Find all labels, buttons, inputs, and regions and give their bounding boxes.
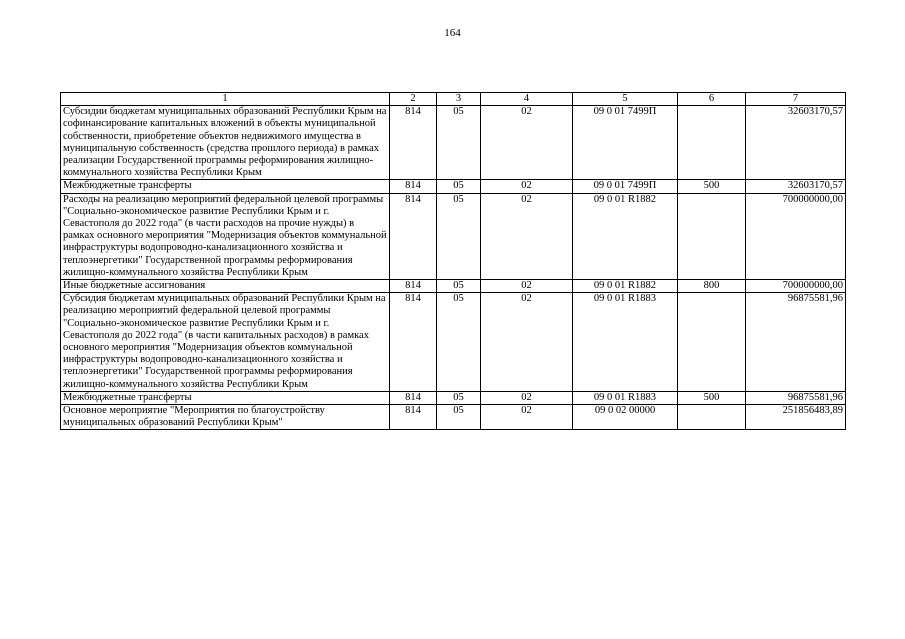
row-expense-type: 500 (678, 180, 746, 193)
column-header: 3 (437, 93, 481, 106)
table-row (61, 193, 846, 279)
row-subsection: 02 (481, 293, 573, 392)
row-section: 05 (437, 106, 481, 180)
column-header: 4 (481, 93, 573, 106)
row-name: Иные бюджетные ассигнования (61, 280, 390, 293)
row-subsection: 02 (481, 391, 573, 404)
row-subsection: 02 (481, 193, 573, 279)
row-target-article: 09 0 01 R1883 (573, 391, 678, 404)
column-header: 7 (746, 93, 846, 106)
row-target-article: 09 0 01 R1883 (573, 293, 678, 392)
row-expense-type: 800 (678, 280, 746, 293)
column-header: 2 (390, 93, 437, 106)
row-amount: 700000000,00 (746, 193, 846, 279)
row-subsection: 02 (481, 106, 573, 180)
row-grbs: 814 (390, 193, 437, 279)
row-name: Расходы на реализацию мероприятий федеральной целевой программы "Социально-экономическое развитие Республики Крым и г. Севастополя до 2022 года" (в части расходов на прочие нужды) в рамках основного мероприятия "Модернизация объектов коммунальной инфраструктуры водопроводно-канализационного хозяйства и теплоэнергетики" Государственной программы реформирования жилищно-коммунального хозяйства Республики Крым (61, 193, 390, 279)
row-section: 05 (437, 280, 481, 293)
row-amount: 251856483,89 (746, 405, 846, 430)
row-name: Субсидия бюджетам муниципальных образований Республики Крым на реализацию мероприятий федеральной целевой программы "Социально-экономическое развитие Республики Крым и г. Севастополя до 2022 года" (в части капитальных расходов) в рамках основного мероприятия "Модернизация объектов коммунальной инфраструктуры водопроводно-канализационного хозяйства и теплоэнергетики" Государственной программы реформирования жилищно-коммунального хозяйства Республики Крым (61, 293, 390, 392)
page-number: 164 (444, 27, 461, 39)
row-section: 05 (437, 193, 481, 279)
row-grbs: 814 (390, 180, 437, 193)
table-row (61, 280, 846, 293)
table-row (61, 293, 846, 392)
row-section: 05 (437, 293, 481, 392)
row-amount: 32603170,57 (746, 106, 846, 180)
column-header: 6 (678, 93, 746, 106)
budget-table (60, 92, 846, 430)
row-name: Межбюджетные трансферты (61, 180, 390, 193)
row-expense-type (678, 293, 746, 392)
row-name: Основное мероприятие "Мероприятия по благоустройству муниципальных образований Республики Крым" (61, 405, 390, 430)
row-expense-type: 500 (678, 391, 746, 404)
table-header-row (61, 93, 846, 106)
row-grbs: 814 (390, 391, 437, 404)
row-expense-type (678, 405, 746, 430)
row-target-article: 09 0 01 7499П (573, 106, 678, 180)
row-grbs: 814 (390, 106, 437, 180)
row-amount: 32603170,57 (746, 180, 846, 193)
row-target-article: 09 0 01 7499П (573, 180, 678, 193)
row-expense-type (678, 193, 746, 279)
row-section: 05 (437, 180, 481, 193)
table-row (61, 180, 846, 193)
row-section: 05 (437, 391, 481, 404)
row-grbs: 814 (390, 280, 437, 293)
row-subsection: 02 (481, 280, 573, 293)
row-target-article: 09 0 02 00000 (573, 405, 678, 430)
row-amount: 700000000,00 (746, 280, 846, 293)
row-subsection: 02 (481, 405, 573, 430)
row-expense-type (678, 106, 746, 180)
table-row (61, 391, 846, 404)
row-amount: 96875581,96 (746, 293, 846, 392)
column-header: 5 (573, 93, 678, 106)
row-target-article: 09 0 01 R1882 (573, 193, 678, 279)
table-row (61, 106, 846, 180)
row-grbs: 814 (390, 293, 437, 392)
row-section: 05 (437, 405, 481, 430)
table-row (61, 405, 846, 430)
column-header: 1 (61, 93, 390, 106)
row-grbs: 814 (390, 405, 437, 430)
row-name: Межбюджетные трансферты (61, 391, 390, 404)
row-amount: 96875581,96 (746, 391, 846, 404)
row-name: Субсидии бюджетам муниципальных образований Республики Крым на софинансирование капитальных вложений в объекты муниципальной собственности, приобретение объектов недвижимого имущества в муниципальную собственность (средства прошлого периода) в рамках реализации Государственной программы реформирования жилищно-коммунального хозяйства Республики Крым (61, 106, 390, 180)
row-target-article: 09 0 01 R1882 (573, 280, 678, 293)
row-subsection: 02 (481, 180, 573, 193)
